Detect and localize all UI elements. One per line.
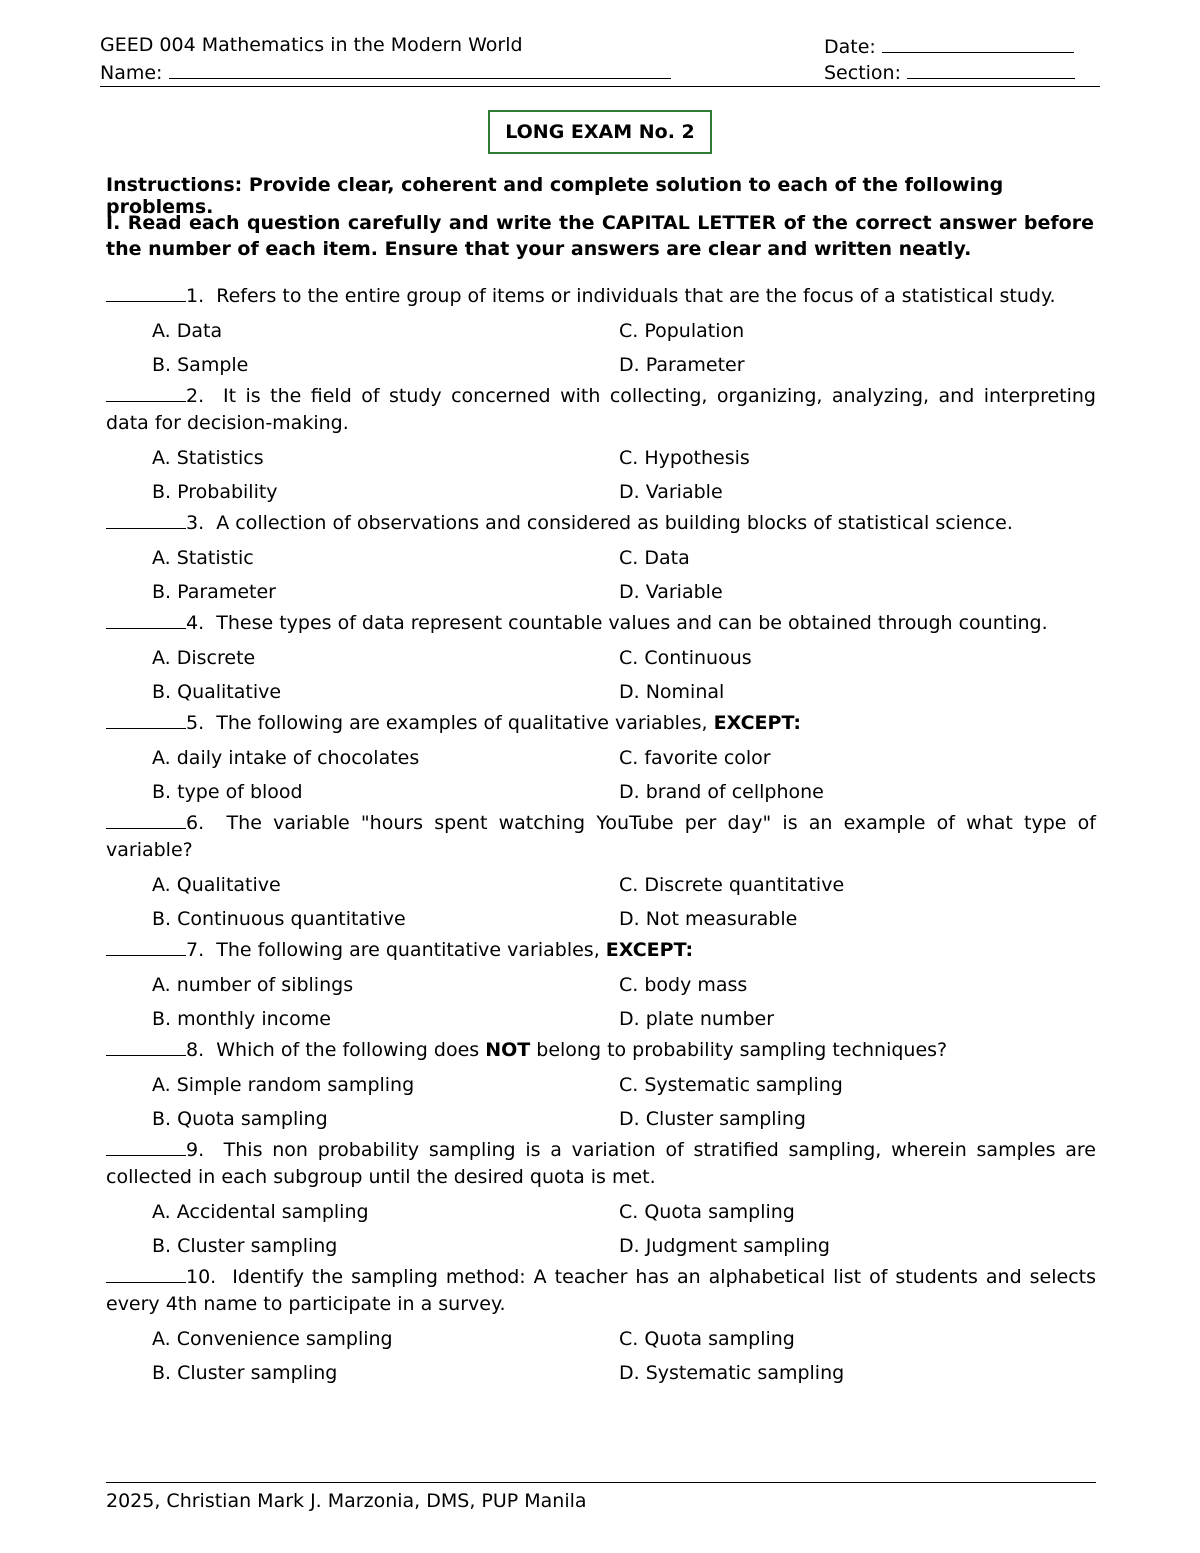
answer-option: D. Not measurable [619,908,798,930]
question-text: A collection of observations and considered as building blocks of statistical science. [216,512,1013,534]
section-blank [907,60,1075,79]
answer-option: B. Continuous quantitative [152,908,406,930]
question-stem [106,1264,1096,1318]
answer-option: D. Systematic sampling [619,1362,845,1384]
option-grid [106,445,1096,505]
question-number: 8. [186,1039,205,1061]
answer-option: D. Judgment sampling [619,1235,830,1257]
question-number: 2. [186,385,205,407]
instructions: Instructions: Provide clear, coherent and complete solution to each of the following problems. [106,174,1004,218]
question-emphasis: NOT [485,1039,531,1061]
question-text: The following are examples of qualitative variables, [216,712,714,734]
answer-option: D. Parameter [619,354,745,376]
course-title: GEED 004 Mathematics in the Modern World [100,34,523,56]
exam-title [488,110,712,154]
question-text: Which of the following does [216,1039,486,1061]
answer-option: A. Data [152,320,223,342]
answer-blank[interactable] [106,383,186,402]
answer-blank[interactable] [106,1037,186,1056]
question-item [106,283,1096,378]
answer-option: B. Probability [152,481,278,503]
question-text: Refers to the entire group of items or individuals that are the focus of a statistical study. [216,285,1056,307]
answer-option: A. Statistics [152,447,264,469]
answer-option: B. Quota sampling [152,1108,328,1130]
answer-blank[interactable] [106,283,186,302]
name-label: Name: [100,62,163,84]
option-grid [106,972,1096,1032]
part-1-directions: I. Read each question carefully and write the CAPITAL LETTER of the correct answer before the number of each item. Ensure that your answers are clear and written neatly. [106,212,1094,260]
answer-option: C. Continuous [619,647,752,669]
question-emphasis: EXCEPT: [605,939,694,961]
question-item [106,610,1096,705]
question-text: Identify the sampling method: A teacher has an alphabetical list of students and selects every 4th name to participate in a survey. [106,1266,1096,1315]
answer-option: A. Discrete [152,647,256,669]
section-field [824,60,1075,84]
answer-option: A. Convenience sampling [152,1328,393,1350]
answer-option: C. Data [619,547,690,569]
date-label: Date: [824,36,876,58]
footer-divider [106,1482,1096,1483]
question-list [106,283,1096,1386]
answer-option: B. monthly income [152,1008,331,1030]
answer-option: B. Qualitative [152,681,282,703]
option-grid [106,645,1096,705]
answer-option: C. Discrete quantitative [619,874,845,896]
question-stem [106,383,1096,437]
answer-option: C. Systematic sampling [619,1074,843,1096]
answer-option: C. Hypothesis [619,447,750,469]
answer-blank[interactable] [106,810,186,829]
question-item [106,510,1096,605]
answer-option: B. type of blood [152,781,303,803]
option-grid [106,1326,1096,1386]
question-number: 5. [186,712,205,734]
answer-option: B. Cluster sampling [152,1235,338,1257]
question-text: These types of data represent countable values and can be obtained through counting. [216,612,1048,634]
name-blank [169,60,671,79]
answer-option: A. Statistic [152,547,254,569]
question-item [106,1137,1096,1259]
date-blank [882,34,1074,53]
answer-option: D. Variable [619,581,723,603]
question-number: 6. [186,812,205,834]
footer-credit: 2025, Christian Mark J. Marzonia, DMS, PUP Manila [106,1490,587,1512]
question-number: 7. [186,939,205,961]
answer-option: C. Quota sampling [619,1201,795,1223]
header-divider [100,86,1100,87]
answer-option: C. body mass [619,974,748,996]
question-stem [106,810,1096,864]
answer-option: A. Qualitative [152,874,281,896]
answer-option: B. Sample [152,354,249,376]
question-stem [106,1137,1096,1191]
question-stem [106,510,1096,537]
answer-option: D. Cluster sampling [619,1108,806,1130]
question-stem [106,937,1096,964]
answer-option: A. number of siblings [152,974,354,996]
answer-option: C. Quota sampling [619,1328,795,1350]
question-emphasis: EXCEPT: [713,712,801,734]
answer-blank[interactable] [106,1264,186,1283]
question-item [106,810,1096,932]
header-row-1 [100,34,1100,60]
answer-option: D. Variable [619,481,723,503]
answer-option: C. favorite color [619,747,771,769]
section-label: Section: [824,62,901,84]
question-text-tail: belong to probability sampling techniques? [530,1039,948,1061]
question-text: It is the field of study concerned with collecting, organizing, analyzing, and interpreting data for decision-making. [106,385,1096,434]
question-number: 9. [186,1139,205,1161]
answer-blank[interactable] [106,937,186,956]
answer-blank[interactable] [106,610,186,629]
date-field [824,34,1074,58]
question-item [106,937,1096,1032]
option-grid [106,1072,1096,1132]
answer-option: D. brand of cellphone [619,781,824,803]
exam-title-text: LONG EXAM No. 2 [505,121,695,143]
question-item [106,1037,1096,1132]
question-item [106,710,1096,805]
answer-option: A. daily intake of chocolates [152,747,420,769]
answer-blank[interactable] [106,710,186,729]
header-row-2 [100,60,1100,86]
answer-option: B. Cluster sampling [152,1362,338,1384]
question-item [106,383,1096,505]
option-grid [106,872,1096,932]
question-item [106,1264,1096,1386]
name-field [100,60,671,84]
question-stem [106,610,1096,637]
answer-option: D. Nominal [619,681,725,703]
answer-option: D. plate number [619,1008,775,1030]
option-grid [106,745,1096,805]
answer-option: A. Simple random sampling [152,1074,415,1096]
question-number: 3. [186,512,205,534]
answer-option: C. Population [619,320,745,342]
question-text: The variable "hours spent watching YouTube per day" is an example of what type of variable? [106,812,1096,861]
question-number: 1. [186,285,205,307]
question-number: 4. [186,612,205,634]
question-stem [106,1037,1096,1064]
question-text: This non probability sampling is a variation of stratified sampling, wherein samples are collected in each subgroup until the desired quota is met. [106,1139,1096,1188]
option-grid [106,318,1096,378]
question-text: The following are quantitative variables, [216,939,606,961]
answer-blank[interactable] [106,1137,186,1156]
question-stem [106,710,1096,737]
option-grid [106,545,1096,605]
answer-option: B. Parameter [152,581,276,603]
question-number: 10. [186,1266,217,1288]
question-stem [106,283,1096,310]
answer-blank[interactable] [106,510,186,529]
answer-option: A. Accidental sampling [152,1201,369,1223]
option-grid [106,1199,1096,1259]
